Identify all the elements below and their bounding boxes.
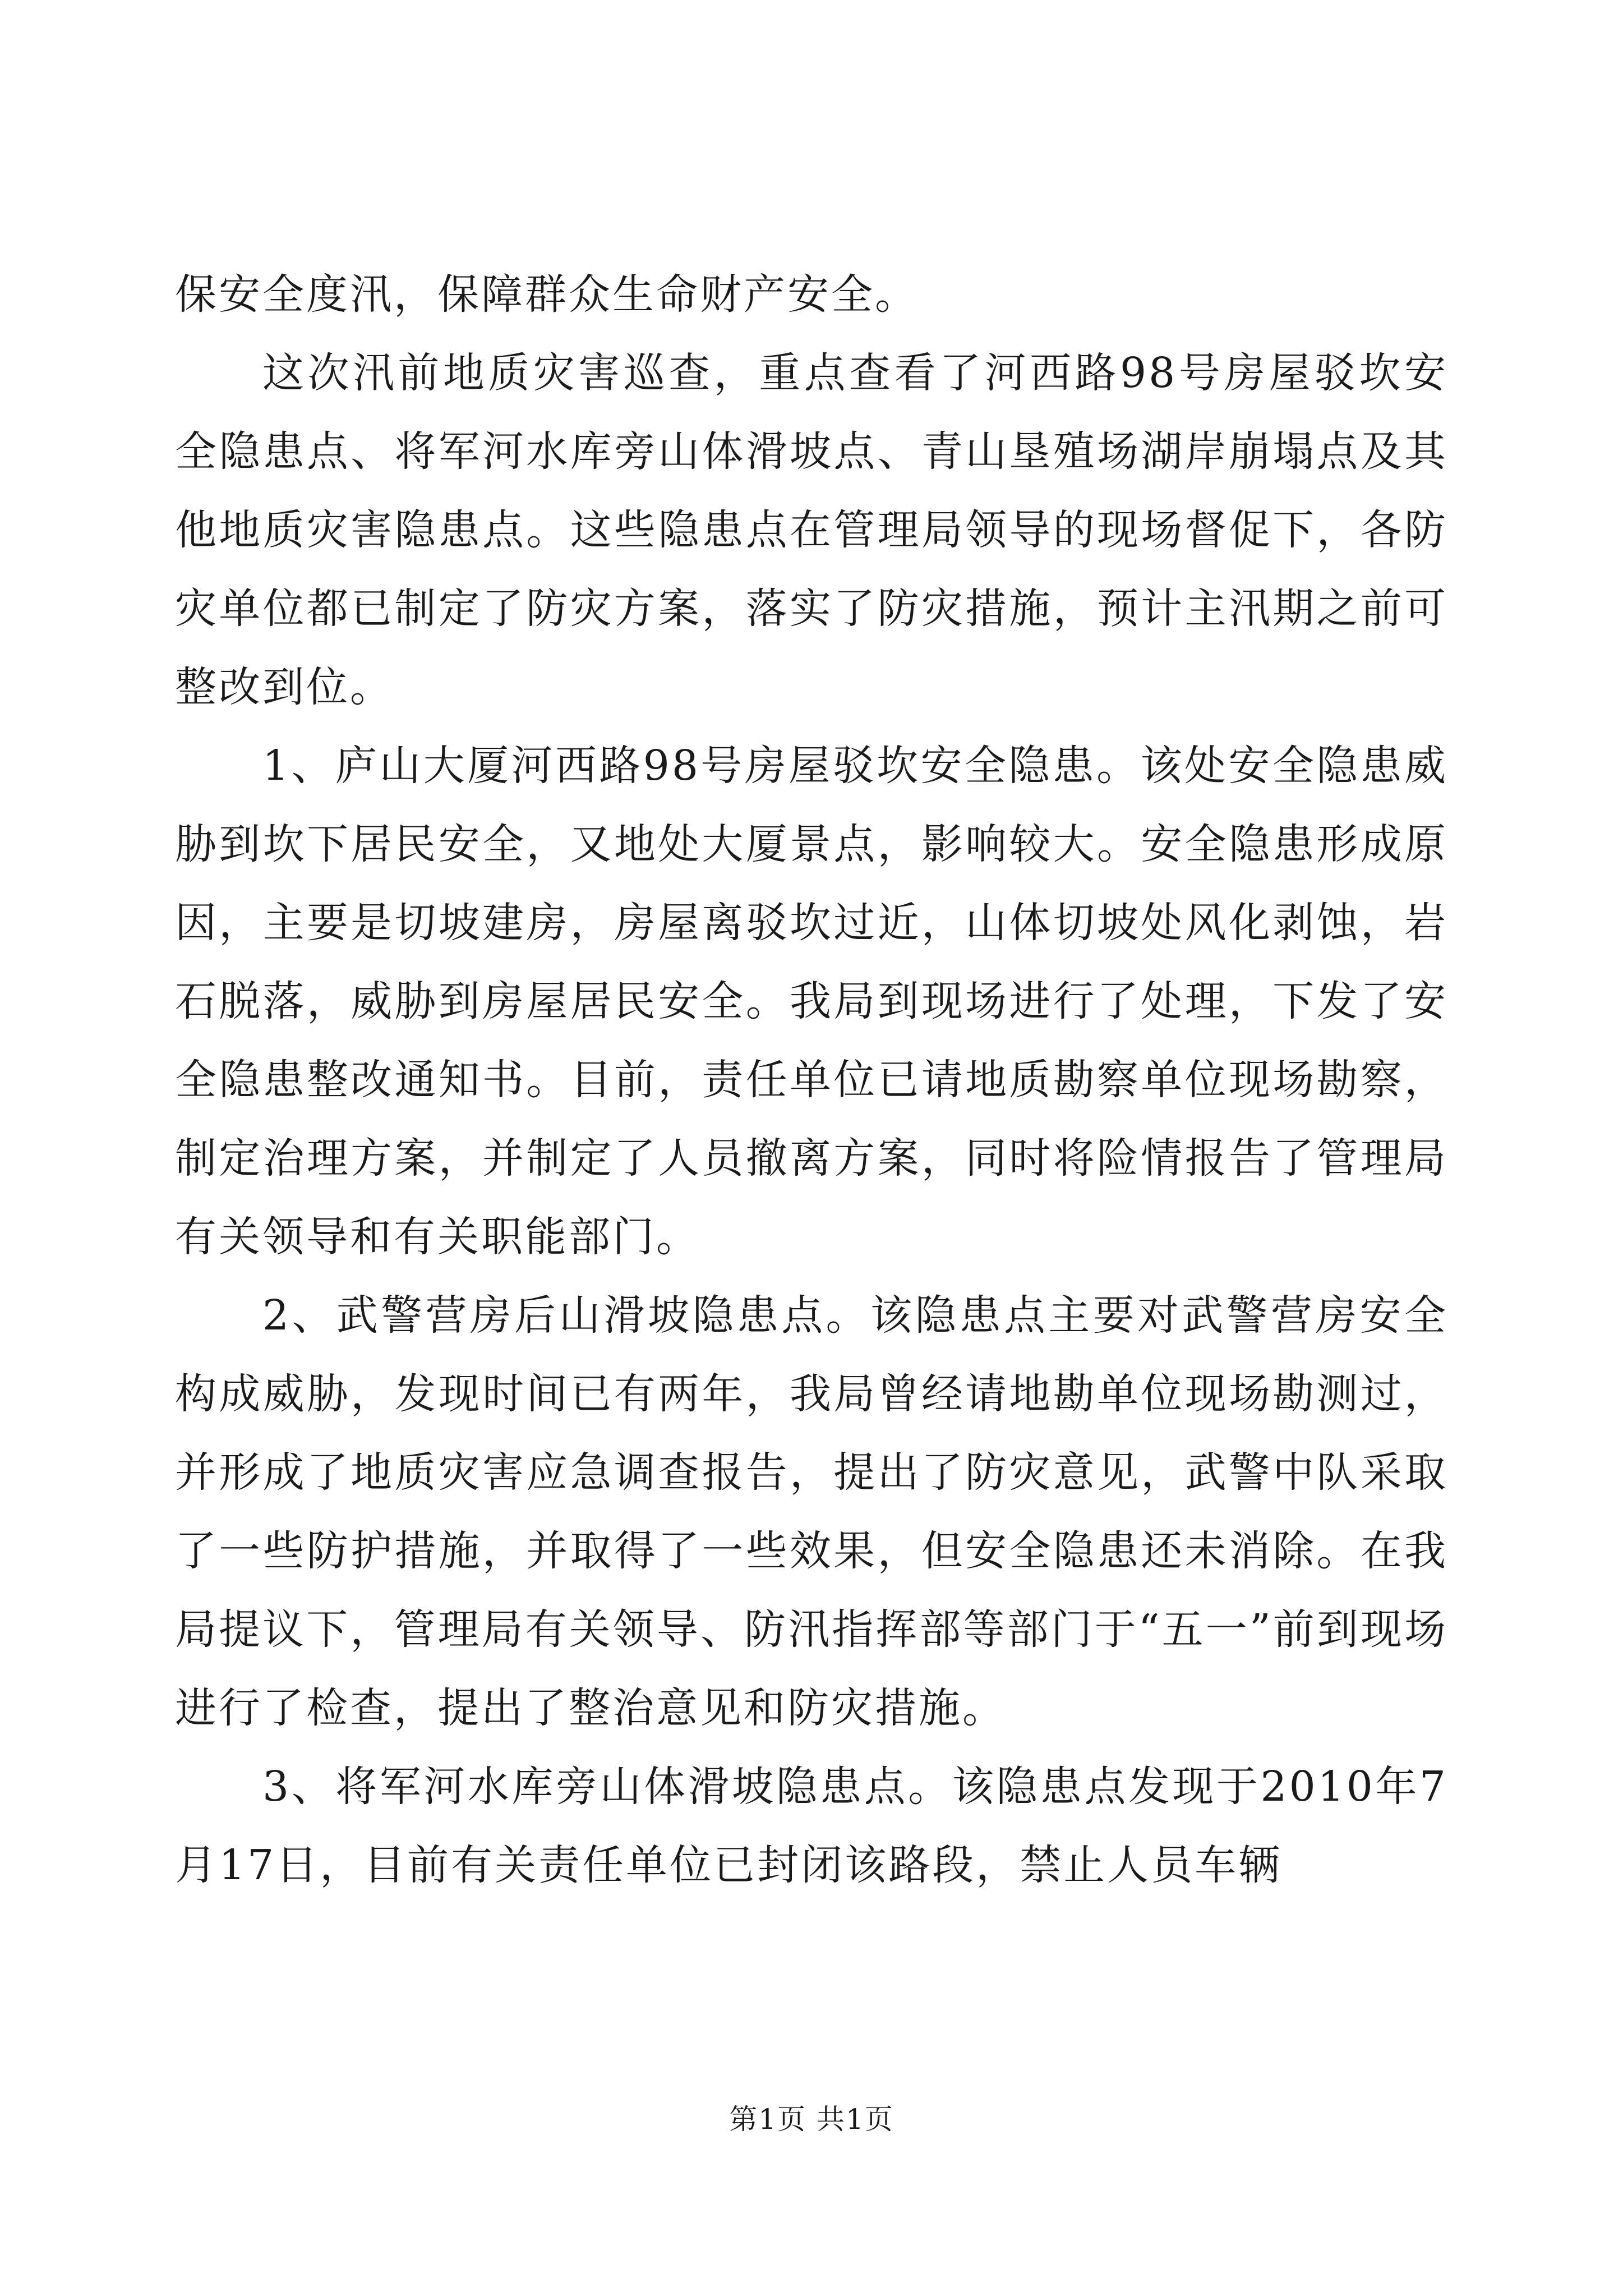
paragraph-item-1: 1、庐山大厦河西路98号房屋驳坎安全隐患。该处安全隐患威胁到坎下居民安全，又地处大厦景点，影响较大。安全隐患形成原因，主要是切坡建房，房屋离驳坎过近，山体切坡处风化剥蚀，岩石脱落，威胁到房屋居民安全。我局到现场进行了处理，下发了安全隐患整改通知书。目前，责任单位已请地质勘察单位现场勘察，制定治理方案，并制定了人员撤离方案，同时将险情报告了管理局有关领导和有关职能部门。 — [175, 742, 1448, 1261]
paragraph-item-3: 3、将军河水库旁山体滑坡隐患点。该隐患点发现于2010年7月17日，目前有关责任单位已封闭该路段，禁止人员车辆 — [175, 1763, 1448, 1889]
paragraph-continuation: 保安全度汛，保障群众生命财产安全。 — [175, 270, 919, 319]
paragraph-inspection-summary: 这次汛前地质灾害巡查，重点查看了河西路98号房屋驳坎安全隐患点、将军河水库旁山体滑坡点、青山垦殖场湖岸崩塌点及其他地质灾害隐患点。这些隐患点在管理局领导的现场督促下，各防灾单位都已制定了防灾方案，落实了防灾措施，预计主汛期之前可整改到位。 — [175, 349, 1448, 711]
paragraph-item-2: 2、武警营房后山滑坡隐患点。该隐患点主要对武警营房安全构成威胁，发现时间已有两年，我局曾经请地勘单位现场勘测过，并形成了地质灾害应急调查报告，提出了防灾意见，武警中队采取了一些防护措施，并取得了一些效果，但安全隐患还未消除。在我局提议下，管理局有关领导、防汛指挥部等部门于“五一”前到现场进行了检查，提出了整治意见和防灾措施。 — [175, 1291, 1448, 1732]
document-body — [175, 255, 1448, 1904]
page-footer: 第1页 共1页 — [729, 2103, 894, 2136]
